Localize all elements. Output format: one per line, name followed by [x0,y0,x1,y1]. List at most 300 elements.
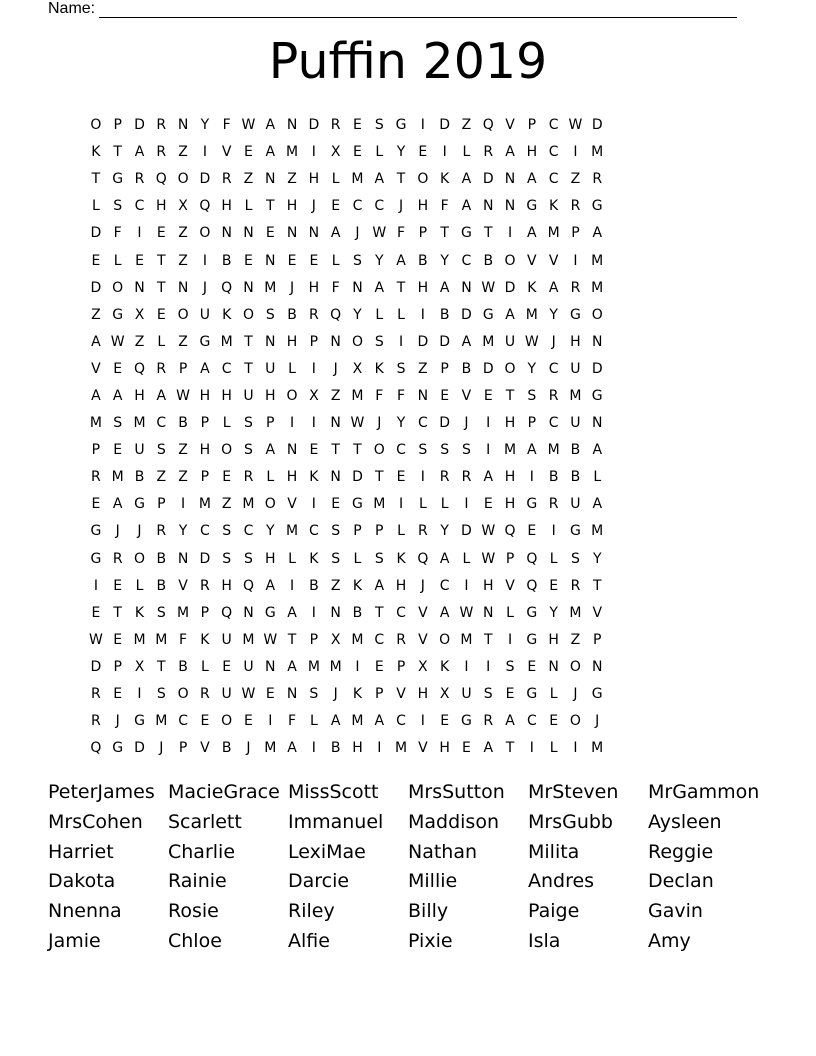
grid-letter: T [287,631,297,648]
grid-letter: R [570,279,581,296]
grid-letter: N [591,415,603,432]
grid-row [85,491,608,518]
grid-letter: V [418,604,428,621]
grid-letter: E [113,686,123,703]
name-field [48,0,737,18]
grid-letter: T [592,577,602,594]
word-list-item: MacieGrace [168,781,280,803]
grid-letter: M [155,631,168,648]
grid-letter: N [243,279,254,296]
grid-letter: D [439,333,451,350]
grid-letter: I [311,496,316,513]
grid-letter: H [221,198,232,215]
grid-letter: N [548,658,559,675]
grid-letter: I [290,415,295,432]
grid-letter: R [134,171,145,188]
grid-letter: N [461,279,472,296]
grid-letter: V [418,631,428,648]
grid-letter: E [309,252,319,269]
grid-letter: A [112,387,123,404]
grid-letter: G [112,306,124,323]
grid-letter: Q [526,577,538,594]
grid-letter: B [548,469,559,486]
grid-letter: A [287,604,297,621]
grid-letter: N [591,333,603,350]
grid-letter: A [265,442,276,459]
grid-letter: I [442,144,447,161]
word-list [48,778,768,957]
grid-letter: J [137,523,142,540]
grid-letter: S [462,442,471,459]
grid-letter: D [504,279,516,296]
grid-letter: A [527,225,537,242]
grid-letter: U [243,658,254,675]
grid-letter: F [179,631,188,648]
grid-letter: I [355,658,360,675]
grid-letter: I [202,144,207,161]
grid-letter: A [505,713,515,730]
grid-letter: E [287,252,297,269]
grid-letter: C [439,577,450,594]
grid-letter: D [461,306,472,323]
grid-letter: Q [526,550,538,567]
grid-letter: P [593,631,602,648]
word-list-item: Jamie [48,929,101,952]
grid-letter: R [91,469,101,486]
grid-letter: T [244,360,253,377]
grid-letter: G [591,387,603,404]
grid-letter: Y [265,523,275,540]
grid-letter: M [264,279,277,296]
grid-letter: G [526,631,538,648]
grid-letter: E [200,713,210,730]
grid-letter: B [134,469,145,486]
grid-letter: M [569,604,582,621]
grid-letter: G [570,306,581,323]
grid-letter: C [461,252,472,269]
grid-letter: T [331,442,340,459]
grid-letter: T [483,225,493,242]
grid-letter: S [265,306,275,323]
grid-letter: I [202,252,207,269]
grid-letter: I [529,469,534,486]
word-list-item: Milita [528,840,580,863]
grid-letter: U [570,496,581,513]
grid-row [85,410,608,437]
grid-letter: H [504,496,516,513]
grid-letter: W [524,333,539,350]
grid-letter: R [221,171,232,188]
grid-letter: B [156,550,167,567]
word-list-item: MissScott [288,781,379,803]
grid-letter: I [311,360,316,377]
grid-letter: P [113,658,122,675]
grid-letter: L [440,496,449,513]
grid-letter: F [113,225,122,242]
word-list-item: Nathan [408,840,478,863]
grid-letter: F [331,279,340,296]
grid-letter: T [265,198,275,215]
grid-letter: C [199,523,210,540]
grid-letter: E [156,306,166,323]
grid-letter: L [549,686,558,703]
grid-letter: K [440,171,450,188]
grid-letter: P [375,523,384,540]
grid-letter: R [548,387,559,404]
grid-row [85,573,608,600]
grid-letter: C [526,713,537,730]
grid-letter: S [244,415,253,432]
grid-letter: E [244,252,253,269]
grid-letter: L [244,198,253,215]
grid-letter: I [507,225,513,242]
grid-letter: C [352,198,363,215]
grid-letter: C [396,604,406,621]
grid-letter: T [483,631,493,648]
grid-letter: A [505,306,515,323]
grid-letter: N [265,171,276,188]
grid-letter: C [548,171,559,188]
grid-letter: F [397,387,406,404]
grid-letter: L [397,306,405,323]
grid-letter: L [135,577,144,594]
grid-letter: N [265,658,276,675]
grid-letter: M [242,496,255,513]
word-list-item: MrsGubb [528,810,613,833]
grid-letter: X [330,144,341,161]
grid-letter: J [115,713,120,730]
grid-row [85,220,608,247]
grid-letter: A [374,171,385,188]
grid-letter: Z [330,387,341,404]
grid-letter: C [243,523,254,540]
grid-letter: R [396,631,406,648]
grid-letter: S [244,442,253,459]
grid-letter: C [417,415,428,432]
grid-letter: A [374,713,385,730]
grid-letter: I [311,144,316,161]
grid-letter: E [135,252,144,269]
grid-letter: R [570,577,581,594]
grid-letter: X [418,658,428,675]
grid-letter: Z [178,225,188,242]
grid-letter: E [331,198,341,215]
grid-letter: B [221,740,232,757]
grid-letter: A [439,550,450,567]
grid-letter: R [112,550,123,567]
grid-letter: N [221,225,232,242]
grid-letter: S [440,442,450,459]
grid-letter: A [592,442,603,459]
grid-letter: Y [549,604,558,621]
grid-letter: N [286,442,298,459]
grid-letter: L [375,306,384,323]
grid-letter: B [461,360,472,377]
grid-row [85,627,608,654]
grid-letter: E [396,469,406,486]
grid-letter: O [373,442,385,459]
grid-letter: O [417,171,429,188]
grid-letter: P [527,415,537,432]
grid-letter: O [221,713,233,730]
grid-letter: G [134,496,145,513]
grid-letter: A [592,225,603,242]
grid-letter: N [504,198,516,215]
grid-letter: K [352,686,363,703]
grid-row [85,247,608,274]
grid-letter: J [115,523,120,540]
grid-letter: A [265,577,276,594]
grid-letter: S [570,550,580,567]
grid-letter: G [90,550,102,567]
grid-letter: L [397,523,405,540]
word-list-item: Gavin [648,900,703,923]
grid-letter: M [220,333,233,350]
grid-letter: H [548,631,559,648]
grid-letter: E [91,604,101,621]
grid-letter: H [308,279,320,296]
word-list-item: PeterJames [48,781,155,803]
grid-letter: H [504,415,516,432]
word-list-item: Rainie [168,870,227,893]
grid-letter: N [330,604,341,621]
grid-letter: X [309,387,319,404]
grid-row [85,193,608,220]
grid-letter: F [288,713,297,730]
grid-letter: M [351,713,364,730]
grid-letter: H [395,577,407,594]
grid-letter: G [591,686,603,703]
grid-letter: N [177,117,189,134]
grid-letter: I [420,469,425,486]
grid-letter: Z [330,577,341,594]
grid-letter: D [90,225,102,242]
grid-letter: K [527,279,537,296]
grid-letter: W [459,604,474,621]
word-list-item: MrSteven [528,781,619,803]
grid-letter: B [330,740,341,757]
grid-letter: K [222,306,232,323]
grid-letter: K [200,631,210,648]
grid-letter: J [377,415,382,432]
grid-letter: J [355,225,360,242]
grid-letter: N [483,198,494,215]
grid-letter: B [439,306,450,323]
grid-letter: S [396,360,406,377]
grid-letter: J [290,279,295,296]
grid-letter: W [372,225,387,242]
grid-letter: M [482,333,495,350]
grid-letter: W [568,117,583,134]
grid-letter: E [91,252,101,269]
grid-letter: I [573,144,578,161]
grid-letter: U [221,686,232,703]
grid-row [85,275,608,302]
grid-letter: Q [482,117,494,134]
grid-letter: O [504,360,516,377]
grid-letter: N [330,469,341,486]
grid-letter: V [548,252,559,269]
grid-letter: V [505,117,515,134]
grid-letter: N [330,333,341,350]
grid-letter: R [156,117,167,134]
grid-letter: Z [178,469,188,486]
grid-letter: C [134,198,145,215]
grid-letter: L [266,469,275,486]
grid-letter: H [134,387,145,404]
grid-letter: A [287,658,297,675]
grid-letter: Z [91,306,101,323]
grid-letter: Z [178,252,188,269]
grid-letter: T [374,469,384,486]
grid-letter: D [134,117,145,134]
grid-letter: Z [134,333,145,350]
grid-letter: J [573,686,578,703]
grid-letter: I [311,740,316,757]
word-list-item: Billy [408,900,449,923]
grid-letter: E [113,631,123,648]
grid-letter: E [549,577,559,594]
grid-row [85,518,608,545]
grid-letter: U [504,333,516,350]
grid-letter: E [113,577,123,594]
grid-letter: J [551,333,556,350]
grid-letter: P [309,333,319,350]
grid-letter: E [113,360,123,377]
word-list-item: Rosie [168,900,219,923]
grid-letter: X [352,360,363,377]
grid-letter: H [417,198,429,215]
word-list-item: Amy [648,929,691,952]
grid-letter: M [395,740,408,757]
grid-letter: P [266,415,275,432]
grid-letter: E [331,496,341,513]
grid-letter: J [311,198,316,215]
grid-letter: J [159,740,164,757]
grid-letter: N [352,279,363,296]
grid-letter: J [464,415,469,432]
grid-letter: V [287,496,297,513]
grid-letter: P [200,604,210,621]
grid-letter: E [91,496,101,513]
grid-letter: D [482,360,494,377]
grid-letter: P [440,360,449,377]
grid-letter: S [156,442,166,459]
grid-letter: Q [242,577,254,594]
grid-letter: A [592,496,603,513]
grid-letter: Q [133,360,145,377]
grid-letter: W [481,279,496,296]
grid-letter: I [420,306,425,323]
grid-letter: O [569,658,581,675]
grid-letter: N [134,279,145,296]
grid-letter: S [331,550,341,567]
grid-letter: N [308,225,320,242]
grid-letter: E [222,658,232,675]
grid-letter: W [481,550,496,567]
grid-letter: A [330,225,341,242]
grid-letter: O [199,225,211,242]
grid-letter: V [200,740,210,757]
grid-letter: Q [199,198,211,215]
grid-letter: S [374,550,384,567]
grid-letter: N [243,604,254,621]
grid-letter: V [221,144,232,161]
grid-letter: M [329,658,342,675]
grid-letter: E [440,713,450,730]
grid-letter: W [176,387,190,404]
grid-letter: L [462,550,471,567]
grid-letter: F [222,117,231,134]
grid-letter: I [573,740,578,757]
grid-letter: A [527,442,537,459]
grid-letter: H [286,198,298,215]
grid-letter: P [375,686,384,703]
grid-letter: L [549,550,558,567]
grid-row [85,654,608,681]
grid-letter: A [374,279,385,296]
word-list-item: Darcie [288,870,350,893]
grid-letter: M [503,442,517,459]
grid-letter: P [200,469,210,486]
grid-letter: I [464,658,469,675]
grid-letter: Y [200,117,210,134]
grid-letter: H [286,333,298,350]
grid-letter: M [155,713,168,730]
grid-letter: G [526,496,538,513]
grid-letter: S [113,415,123,432]
grid-letter: O [286,387,298,404]
grid-letter: C [396,442,406,459]
grid-letter: I [93,577,98,594]
grid-letter: N [243,225,254,242]
grid-letter: C [374,198,385,215]
grid-letter: C [156,415,167,432]
grid-letter: Y [353,306,362,323]
grid-letter: I [137,225,142,242]
grid-letter: J [420,577,425,594]
grid-letter: G [112,740,124,757]
grid-letter: O [177,686,189,703]
grid-letter: M [307,658,320,675]
grid-letter: T [396,171,406,188]
grid-letter: N [286,686,298,703]
grid-letter: L [331,171,340,188]
grid-row [85,329,608,356]
grid-letter: H [156,198,167,215]
grid-letter: A [505,144,515,161]
grid-letter: Z [178,333,188,350]
grid-letter: L [288,550,296,567]
grid-letter: P [113,117,122,134]
grid-row [85,112,608,139]
word-list-item: Charlie [168,840,236,863]
grid-letter: P [178,740,188,757]
grid-letter: I [529,740,534,757]
grid-letter: E [156,225,166,242]
grid-letter: Y [374,252,384,269]
grid-letter: P [396,658,406,675]
grid-letter: A [112,496,123,513]
word-list-item: Aysleen [648,810,722,833]
word-list-item: Paige [528,900,580,923]
grid-letter: E [374,658,384,675]
word-list-item: Riley [288,900,335,923]
grid-letter: V [461,387,472,404]
grid-letter: L [418,496,427,513]
grid-letter: G [526,604,538,621]
grid-letter: C [548,117,559,134]
